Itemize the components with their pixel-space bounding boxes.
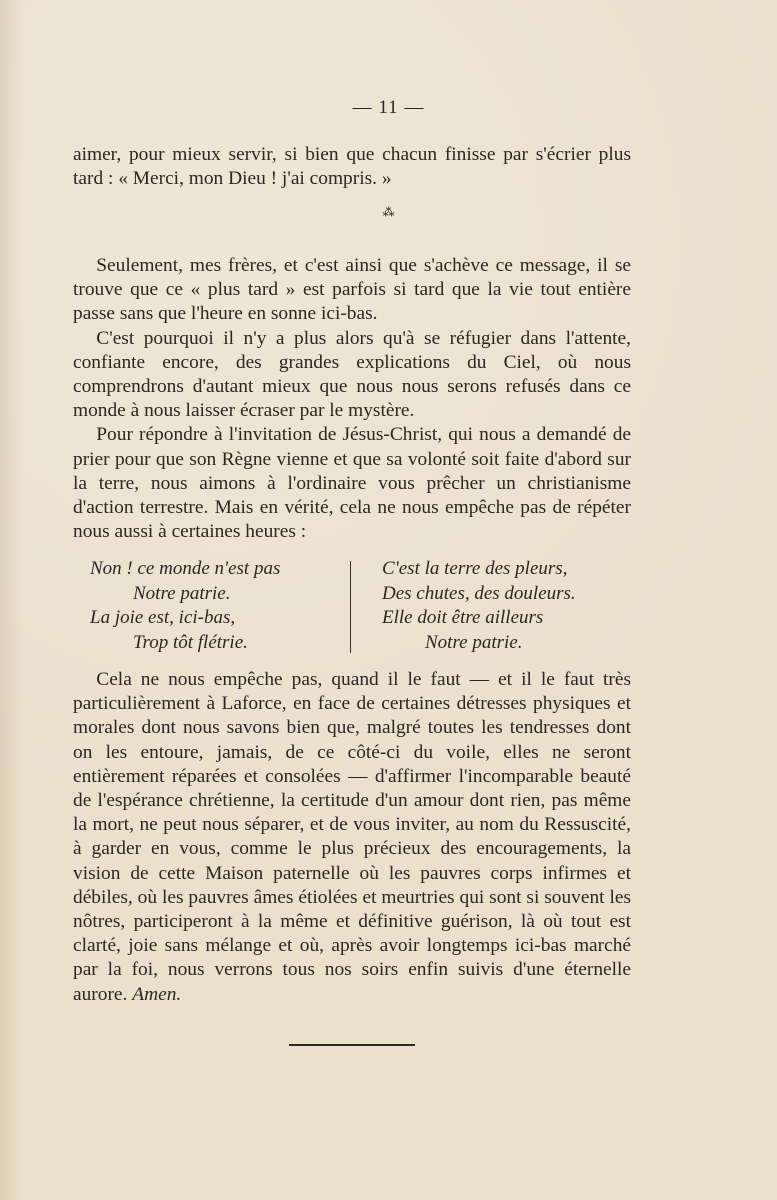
running-header: — 11 —: [352, 97, 425, 118]
closing-rule: [289, 1044, 415, 1046]
poem-line: La joie est, ici-bas,: [90, 607, 236, 628]
closing-paragraph-block: [73, 668, 631, 1007]
poem-left-column: [90, 557, 330, 655]
asterism-separator: ⁂: [382, 205, 395, 219]
poem-right-column: [382, 557, 632, 655]
closing-paragraph: [73, 668, 631, 1007]
poem-line: C'est la terre des pleurs,: [382, 558, 568, 579]
poem-line: Elle doit être ailleurs: [382, 607, 544, 628]
intro-paragraph-block: [73, 143, 631, 191]
poem-block: [73, 557, 631, 657]
poem-line: Notre patrie.: [133, 582, 231, 604]
paragraph: Seulement, mes frères, et c'est ainsi que s'achève ce message, il se trouve que ce « plus tard » est parfois si tard que la vie tout entière passe sans que l'heure en sonne ici-bas.: [73, 255, 631, 325]
main-text-block: [73, 254, 631, 544]
paragraph: Pour répondre à l'invitation de Jésus-Christ, qui nous a demandé de prier pour que son Règne vienne et que sa volonté soit faite d'abord sur la terre, nous aimons à l'ordinaire vous prêcher un christianisme d'action terrestre. Mais en vérité, cela ne nous empêche pas de répéter nous aussi à certaines heures :: [73, 424, 631, 543]
poem-line: Des chutes, des douleurs.: [382, 582, 576, 604]
poem-line: Notre patrie.: [425, 631, 523, 653]
intro-paragraph: aimer, pour mieux servir, si bien que chacun finisse par s'écrier plus tard : « Merci, mon Dieu ! j'ai compris. »: [73, 144, 631, 190]
paragraph: C'est pourquoi il n'y a plus alors qu'à se réfugier dans l'attente, confiante encore, des grandes explications du Ciel, où nous comprendrons d'autant mieux que nous nous serons refusés dans ce monde à nous laisser écraser par le mystère.: [73, 327, 631, 422]
poem-column-divider: [350, 561, 351, 653]
closing-paragraph-text: Cela ne nous empêche pas, quand il le faut — et il le faut très particulièrement à Laforce, en face de certaines détresses physiques et morales dont nous savons bien que, malgré toutes les tendresses dont on les entoure, jamais, de ce côté-ci du voile, elles ne seront entièrement réparées et consolées — d'affirmer l'incomparable beauté de l'espérance chrétienne, la certitude d'un amour dont rien, pas même la mort, ne peut nous séparer, et de vous inviter, au nom du Ressuscité, à garder en vous, comme le plus précieux des encouragements, la vision de cette Maison paternelle où les pauvres corps infirmes et débiles, où les pauvres âmes étiolées et meurtries qui sont si souvent les nôtres, participeront à la même et définitive guérison, là où tout est clarté, joie sans mélange et où, après avoir longtemps ici-bas marché par la foi, nous verrons tous nos soirs enfin suivis d'une éternelle aurore.: [73, 669, 631, 1005]
poem-line: Trop tôt flétrie.: [133, 631, 248, 653]
closing-emphasis: Amen.: [132, 983, 182, 1005]
poem-line: Non ! ce monde n'est pas: [90, 558, 281, 579]
